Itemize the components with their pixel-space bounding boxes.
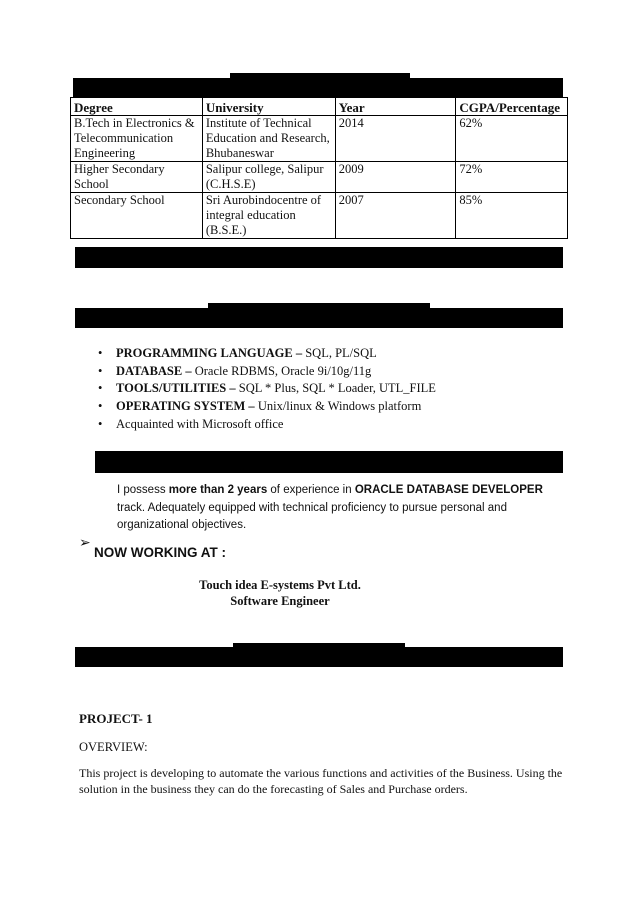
table-row — [71, 116, 568, 162]
skill-label: TOOLS/UTILITIES – — [116, 381, 236, 396]
overview-label: OVERVIEW: — [79, 740, 148, 754]
list-item — [98, 398, 436, 416]
cell-cgpa: 62% — [456, 116, 568, 162]
list-item — [98, 345, 436, 363]
skill-value: Oracle RDBMS, Oracle 9i/10g/11g — [191, 363, 372, 378]
skill-value: SQL, PL/SQL — [302, 346, 377, 360]
now-working-label: NOW WORKING AT — [94, 545, 218, 560]
education-section-band — [73, 78, 563, 97]
skill-value: Unix/linux & Windows platform — [254, 399, 422, 414]
skill-label: DATABASE – — [116, 363, 192, 378]
company-name: Touch idea E-systems Pvt Ltd. — [199, 578, 361, 592]
cell-cgpa: 72% — [456, 162, 568, 193]
job-role: Software Engineer — [230, 594, 330, 608]
project-section-band — [75, 647, 563, 667]
summary-text: of experience in — [267, 484, 355, 496]
skills-section-band — [75, 308, 563, 328]
summary-emphasis: more than 2 years — [168, 484, 268, 496]
cell-year: 2014 — [335, 116, 456, 162]
skills-list — [98, 345, 436, 434]
cell-university: Salipur college, Salipur (C.H.S.E) — [202, 162, 335, 193]
header-year: Year — [335, 98, 456, 116]
now-working-heading — [94, 545, 226, 560]
table-header-row — [71, 98, 568, 116]
list-item — [98, 416, 436, 434]
skill-label: PROGRAMMING LANGUAGE – — [116, 346, 303, 360]
education-table — [70, 97, 568, 239]
cell-degree: Higher Secondary School — [71, 162, 203, 193]
header-degree: Degree — [71, 98, 203, 116]
skill-value: SQL * Plus, SQL * Loader, UTL_FILE — [235, 381, 436, 396]
header-university: University — [202, 98, 335, 116]
education-footer-band — [75, 247, 563, 268]
list-item — [98, 363, 436, 381]
skill-label: OPERATING SYSTEM – — [116, 399, 255, 414]
cell-degree: B.Tech in Electronics & Telecommunication Engineering — [71, 116, 203, 162]
cell-degree: Secondary School — [71, 193, 203, 239]
cell-year: 2009 — [335, 162, 456, 193]
summary-paragraph — [117, 482, 557, 535]
cell-cgpa: 85% — [456, 193, 568, 239]
skill-value: Acquainted with Microsoft office — [116, 416, 284, 431]
table-row — [71, 162, 568, 193]
cell-university: Institute of Technical Education and Research, Bhubaneswar — [202, 116, 335, 162]
summary-emphasis: ORACLE DATABASE DEVELOPER — [354, 484, 543, 496]
project-title: PROJECT- 1 — [79, 711, 153, 726]
cell-university: Sri Aurobindocentre of integral education (B.S.E.) — [202, 193, 335, 239]
cell-year: 2007 — [335, 193, 456, 239]
now-working-colon: : — [221, 545, 226, 560]
arrow-bullet-icon: ➢ — [79, 536, 91, 551]
summary-text: track. Adequately equipped with technical proficiency to pursue personal and organizational objectives. — [117, 501, 507, 531]
header-cgpa: CGPA/Percentage — [456, 98, 568, 116]
list-item — [98, 380, 436, 398]
project-description: This project is developing to automate the various functions and activities of the Business. Using the solution in the business they can do the forecasting of Sales and Purchase orders. — [79, 766, 563, 796]
summary-section-band — [95, 451, 563, 473]
summary-text: I possess — [117, 484, 169, 496]
table-row — [71, 193, 568, 239]
